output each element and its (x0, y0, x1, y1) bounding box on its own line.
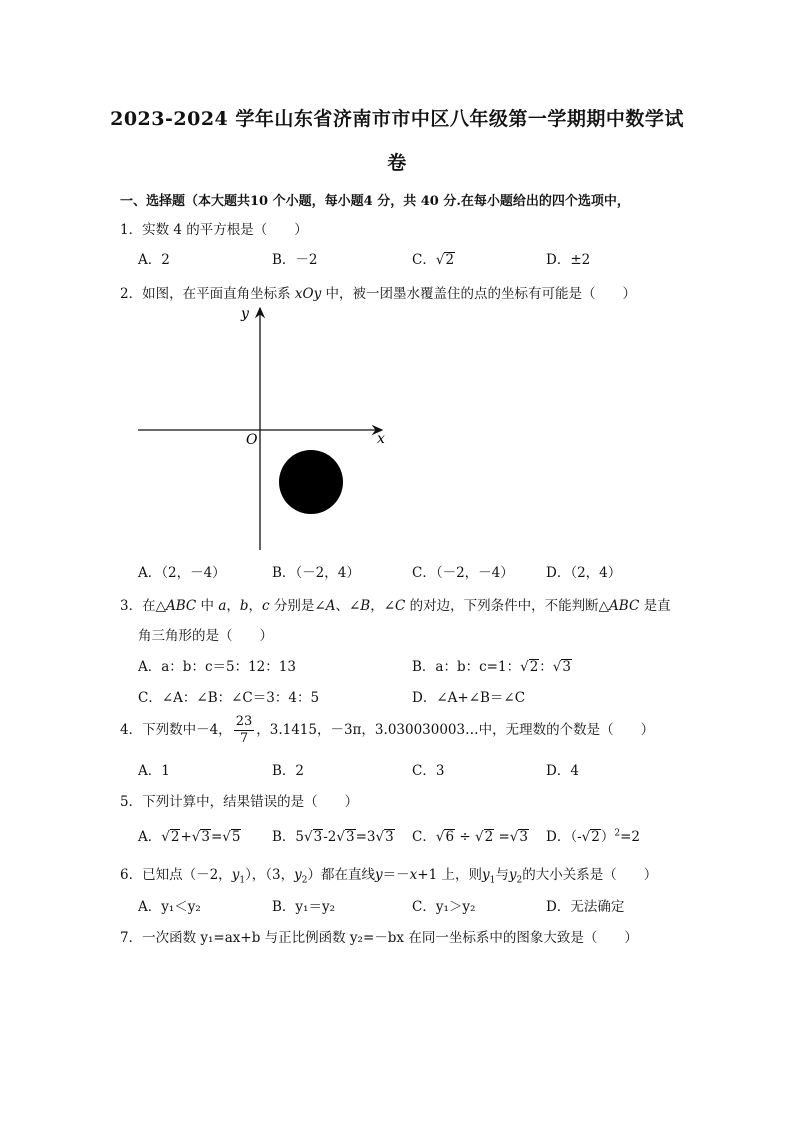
q1-stem: 1．实数 4 的平方根是（ ） (120, 222, 308, 238)
q2-option-b: B．（－2，4） (272, 565, 360, 581)
q2-option-a: A．（2，－4） (138, 565, 226, 581)
page-title-line1: 2023-2024 学年山东省济南市市中区八年级第一学期期中数学试 (110, 108, 684, 130)
q1-option-c: C．√2 (412, 252, 455, 268)
q3-option-a: A．a：b：c＝5：12：13 (138, 659, 296, 675)
q1-option-a: A．2 (138, 252, 170, 268)
q3-option-d: D．∠A+∠B＝∠C (412, 690, 526, 706)
q4-option-b: B．2 (272, 763, 305, 779)
q5-stem: 5．下列计算中，结果错误的是（ ） (120, 794, 359, 810)
q1-option-b: B．－2 (272, 252, 318, 268)
q5-option-c: C．√6 ÷ √2 =√3 (412, 829, 528, 845)
ink-blot (279, 450, 343, 514)
q4-option-d: D．4 (546, 763, 579, 779)
q6-option-a: A．y₁＜y₂ (138, 899, 201, 915)
q6-option-c: C．y₁＞y₂ (412, 899, 476, 915)
q7-stem: 7．一次函数 y₁=ax+b 与正比例函数 y₂=－bx 在同一坐标系中的图象大致是（ ） (120, 930, 638, 946)
q3-stem-line2: 角三角形的是（ ） (138, 628, 273, 644)
q2-stem: 2．如图，在平面直角坐标系 xOy 中，被一团墨水覆盖住的点的坐标有可能是（ ） (120, 286, 636, 302)
q2-option-c: C．（－2，－4） (412, 565, 514, 581)
q5-option-b: B．5√3-2√3=3√3 (272, 829, 394, 845)
q4-option-c: C．3 (412, 763, 445, 779)
q6-option-d: D．无法确定 (546, 899, 625, 915)
q6-stem: 6．已知点（－2，$y_1$），（3，$y_2$）都在直线y＝－x+1 上，则$y_1$与$y_2$的大小关系是（ ） (120, 867, 658, 886)
x-axis-label: x (377, 431, 385, 447)
q5-option-d: D．$(-√2)^2=2$ (546, 828, 640, 845)
y-axis-label: y (241, 306, 249, 322)
q3-stem-line1: 3．在△ABC 中 a，b，c 分别是∠A、∠B，∠C 的对边，下列条件中，不能判断△ABC 是直 (120, 598, 671, 614)
fraction-23-7: $\frac{23}{7}$ (235, 714, 253, 746)
q4-option-a: A．1 (138, 763, 170, 779)
section-heading: 一、选择题（本大题共10 个小题，每小题4 分，共 40 分.在每小题给出的四个选项中， (120, 194, 630, 209)
q1-option-d: D．±2 (546, 252, 591, 268)
q5-option-a: A．√2+√3=√5 (138, 829, 241, 845)
q2-option-d: D．（2，4） (546, 565, 622, 581)
q4-stem: 4．下列数中－4， $\frac{23}{7}$ ，3.1415，－3π，3.030030003…中，无理数的个数是（ ） (120, 714, 655, 746)
origin-label: O (246, 432, 258, 448)
q6-option-b: B．y₁＝y₂ (272, 899, 335, 915)
q3-option-b: B．a：b：c=1：√2：√3 (412, 659, 571, 675)
page-title-line2: 卷 (387, 152, 407, 174)
q3-option-c: C．∠A：∠B：∠C＝3：4：5 (138, 690, 320, 706)
coordinate-figure (130, 300, 400, 555)
